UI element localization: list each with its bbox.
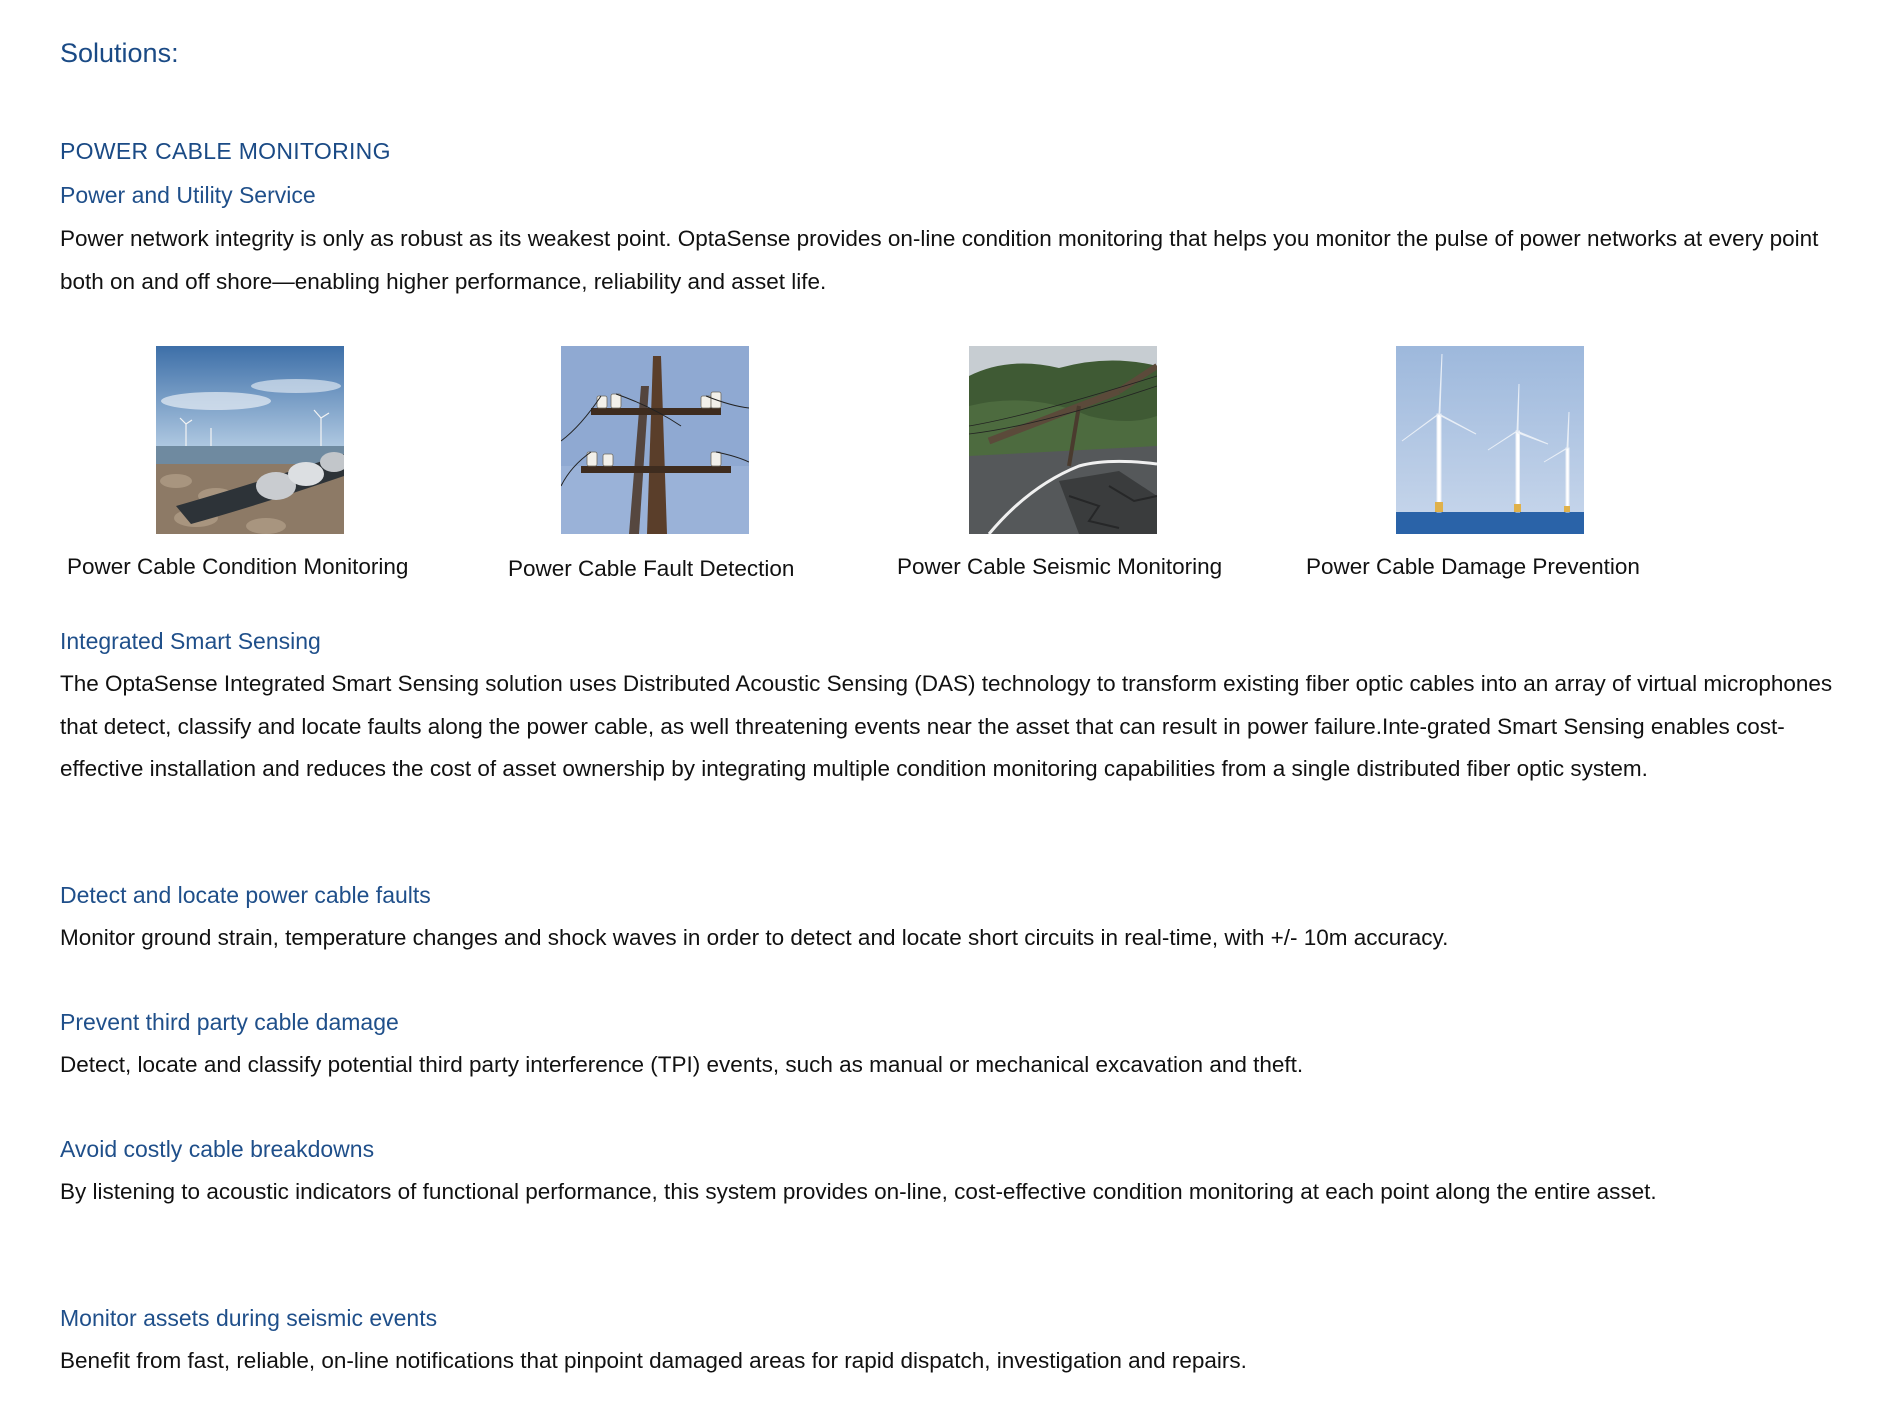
offshore-wind-turbines-photo	[1396, 346, 1584, 534]
smart-sensing-body: The OptaSense Integrated Smart Sensing solution uses Distributed Acoustic Sensing (DAS) technology to transform existing fiber optic cables into an array of virtual microphones that detect, classify and locate faults along the power cable, as well threatening events near the asset that can result in power failure.Inte-grated Smart Sensing enables cost-effective installation and reduces the cost of asset ownership by integrating multiple condition monitoring capabilities from a single distributed fiber optic system.	[60, 671, 1833, 781]
power-utility-heading: Power and Utility Service	[60, 182, 316, 208]
caption-fault-detection: Power Cable Fault Detection	[508, 556, 795, 581]
feature-heading: Monitor assets during seismic events	[60, 1305, 438, 1331]
earthquake-damaged-road-photo	[969, 346, 1157, 534]
caption-seismic-monitoring: Power Cable Seismic Monitoring	[897, 554, 1223, 579]
feature-body: By listening to acoustic indicators of functional performance, this system provides on-line, cost-effective condition monitoring at each point along the entire asset.	[60, 1179, 1657, 1204]
caption-damage-prevention: Power Cable Damage Prevention	[1306, 554, 1640, 579]
solutions-label: Solutions:	[60, 38, 179, 68]
feature-body: Detect, locate and classify potential third party interference (TPI) events, such as manual or mechanical excavation and theft.	[60, 1052, 1304, 1077]
power-utility-body: Power network integrity is only as robust as its weakest point. OptaSense provides on-line condition monitoring that helps you monitor the pulse of power networks at every point both on and off shore—enabling higher performance, reliability and asset life.	[60, 226, 1819, 294]
feature-body: Benefit from fast, reliable, on-line notifications that pinpoint damaged areas for rapid dispatch, investigation and repairs.	[60, 1348, 1247, 1373]
smart-sensing-heading: Integrated Smart Sensing	[60, 628, 321, 654]
offshore-cable-landing-photo	[156, 346, 344, 534]
feature-body: Monitor ground strain, temperature changes and shock waves in order to detect and locate short circuits in real-time, with +/- 10m accuracy.	[60, 925, 1449, 950]
utility-pole-insulators-photo	[561, 346, 749, 534]
feature-heading: Detect and locate power cable faults	[60, 882, 431, 908]
caption-condition-monitoring: Power Cable Condition Monitoring	[67, 554, 409, 579]
feature-heading: Prevent third party cable damage	[60, 1009, 399, 1035]
section-title: POWER CABLE MONITORING	[60, 138, 391, 164]
feature-heading: Avoid costly cable breakdowns	[60, 1136, 375, 1162]
